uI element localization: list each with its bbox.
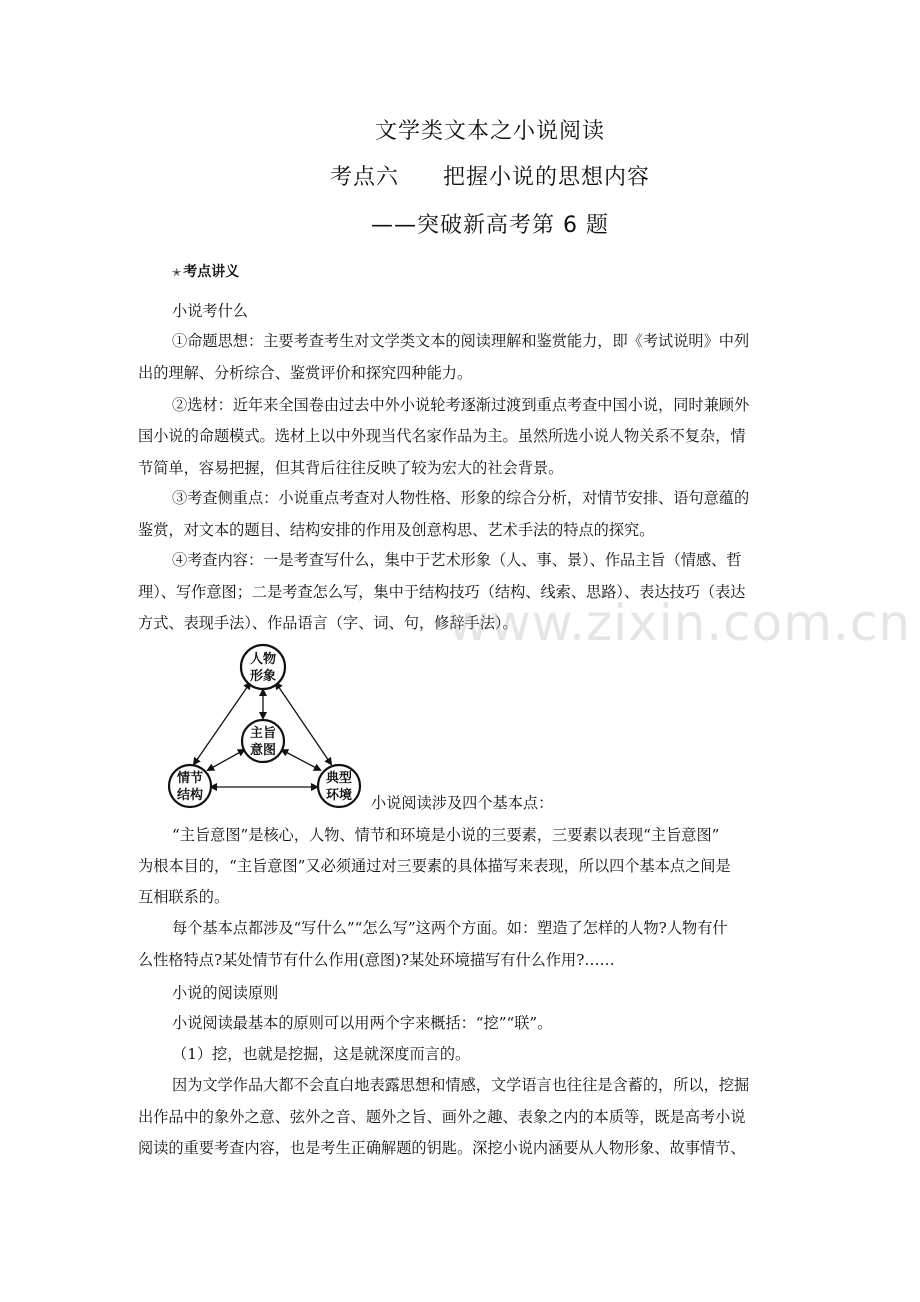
para-5-line: 为根本目的，“主旨意图”又必须通过对三要素的具体描写来表现，所以四个基本点之间是 bbox=[138, 857, 731, 875]
para-1-line: 出的理解、分析综合、鉴赏评价和探究四种能力。 bbox=[138, 364, 473, 382]
subheading-2: 小说的阅读原则 bbox=[172, 984, 279, 1002]
para-9-line: 阅读的重要考查内容，也是考生正确解题的钥匙。深挖小说内涵要从人物形象、故事情节、 bbox=[138, 1139, 746, 1157]
para-8: （1）挖，也就是挖掘，这是就深度而言的。 bbox=[172, 1045, 471, 1063]
node-left-label-1: 情节 bbox=[176, 771, 204, 786]
para-4-line: ④考查内容：一是考查写什么，集中于艺术形象（人、事、景）、作品主旨（情感、哲 bbox=[172, 551, 742, 569]
para-9-line: 出作品中的象外之意、弦外之音、题外之旨、画外之趣、表象之内的本质等，既是高考小说 bbox=[138, 1108, 746, 1126]
node-right-label-2: 环境 bbox=[325, 788, 353, 803]
doc-subtitle-2: ——突破新高考第 6 题 bbox=[371, 213, 609, 238]
para-7: 小说阅读最基本的原则可以用两个字来概括：“挖”“联”。 bbox=[172, 1014, 553, 1032]
para-1-line: ①命题思想：主要考查考生对文学类文本的阅读理解和鉴赏能力，即《考试说明》中列 bbox=[172, 332, 750, 350]
node-center-label-1: 主旨 bbox=[249, 726, 277, 741]
node-right-label-1: 典型 bbox=[325, 771, 353, 786]
para-5-line: 互相联系的。 bbox=[138, 888, 230, 906]
node-top-label-2: 形象 bbox=[249, 669, 277, 684]
section-heading bbox=[172, 262, 788, 283]
para-9-line: 因为文学作品大都不会直白地表露思想和情感，文学语言也往往是含蓄的，所以，挖掘 bbox=[172, 1076, 750, 1094]
arrow-center-left bbox=[208, 750, 244, 770]
arrow-center-right bbox=[282, 750, 320, 770]
section-heading-text: 考点讲义 bbox=[183, 264, 240, 280]
para-3-line: 鉴赏，对文本的题目、结构安排的作用及创意构思、艺术手法的特点的探究。 bbox=[138, 521, 655, 539]
para-2-line: 节简单，容易把握，但其背后往往反映了较为宏大的社会背景。 bbox=[138, 459, 564, 477]
para-4-line: 理）、写作意图；二是考查怎么写，集中于结构技巧（结构、线索、思路）、表达技巧（表达 bbox=[138, 583, 746, 601]
star-icon: ✭ bbox=[172, 266, 182, 279]
para-6-line: 每个基本点都涉及“写什么”“怎么写”这两个方面。如：塑造了怎样的人物?人物有什 bbox=[172, 919, 728, 937]
doc-title: 文学类文本之小说阅读 bbox=[374, 119, 605, 144]
para-2-line: 国小说的命题模式。选材上以中外现当代名家作品为主。虽然所选小说人物关系不复杂，情 bbox=[138, 427, 746, 445]
diagram-caption: 小说阅读涉及四个基本点： bbox=[371, 794, 554, 812]
para-2-line: ②选材：近年来全国卷由过去中外小说轮考逐渐过渡到重点考查中国小说，同时兼顾外 bbox=[172, 396, 750, 414]
node-left-label-2: 结构 bbox=[176, 788, 204, 803]
node-top-label-1: 人物 bbox=[249, 652, 277, 667]
node-center-label-2: 意图 bbox=[249, 743, 277, 758]
para-6-line: 么性格特点?某处情节有什么作用(意图)?某处环境描写有什么作用?…… bbox=[138, 951, 615, 969]
subtitle-part-b: 把握小说的思想内容 bbox=[443, 165, 651, 190]
para-4-line: 方式、表现手法）、作品语言（字、词、句，修辞手法）。 bbox=[138, 614, 518, 632]
doc-subtitle bbox=[30, 160, 920, 191]
elements-diagram bbox=[166, 636, 376, 812]
watermark: www.zixin.com.cn bbox=[448, 594, 912, 652]
para-5-line: “主旨意图”是核心，人物、情节和环境是小说的三要素，三要素以表现“主旨意图” bbox=[172, 826, 720, 844]
subheading-1: 小说考什么 bbox=[172, 302, 248, 320]
para-3-line: ③考查侧重点：小说重点考查对人物性格、形象的综合分析，对情节安排、语句意蕴的 bbox=[172, 489, 750, 507]
subtitle-part-a: 考点六 bbox=[329, 165, 399, 190]
